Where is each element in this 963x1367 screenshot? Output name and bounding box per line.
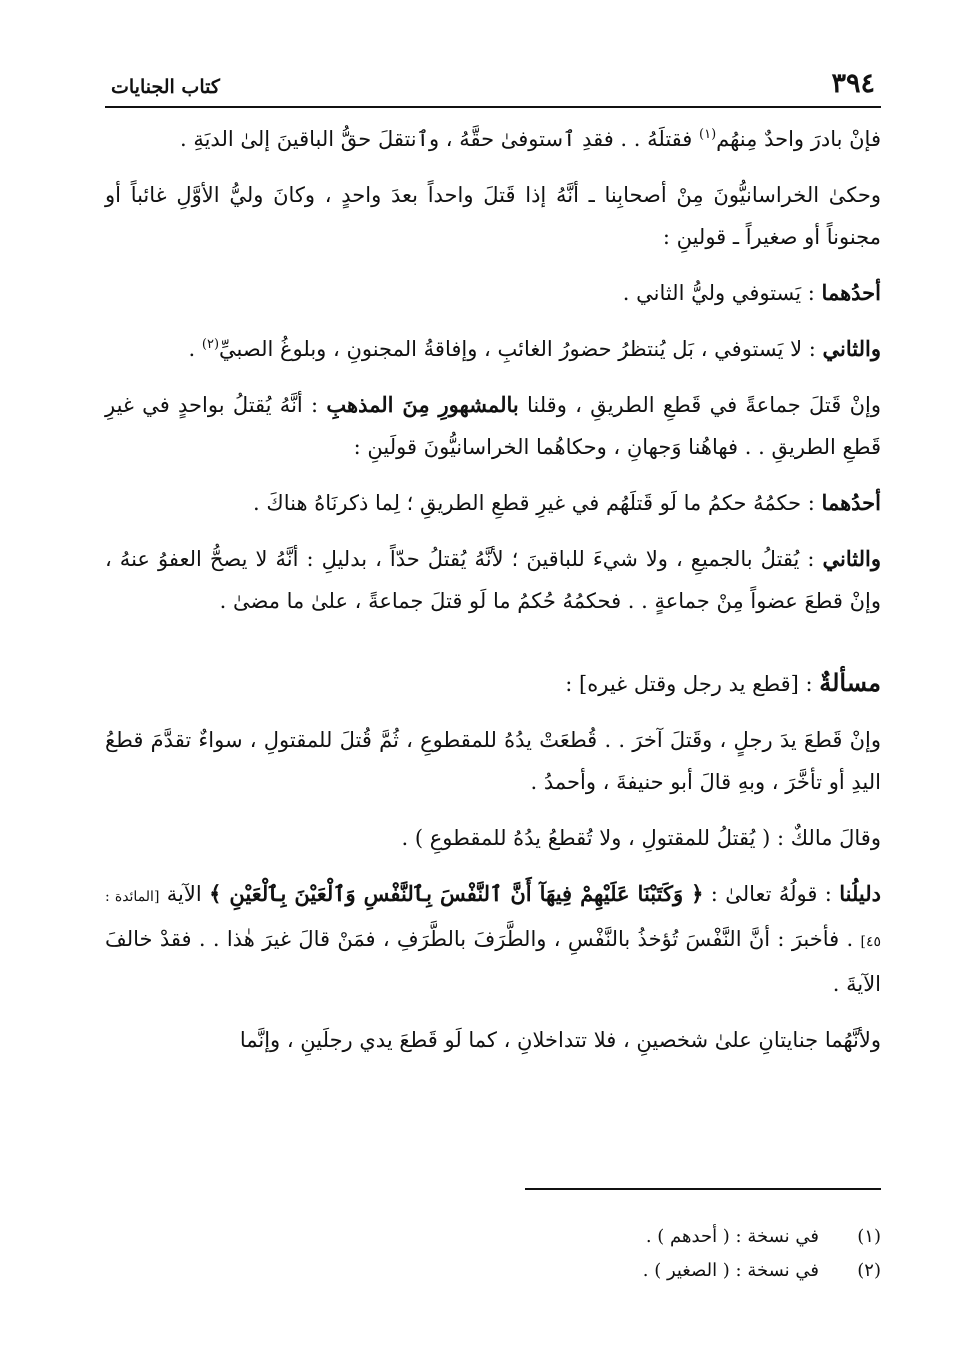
paragraph-1-text-b: فقتلَهُ . . فقدِ ٱستوفىٰ حقَّهُ ، وٱنتقلَ حقُّ الباقينَ إلىٰ الديَةِ . [179,127,700,151]
footnote-number: (٢) [857,1260,881,1281]
paragraph-9: وقالَ مالكٌ : ( يُقتلُ للمقتولِ ، ولا تُقطعُ يدُهُ للمقطوعِ ) . [401,826,881,850]
term-second-2: والثاني [822,546,881,571]
paragraph-4 [105,328,881,370]
paragraph-3 [105,272,881,314]
page-number: ٣٩٤ [831,68,875,99]
paragraph-1-text-a: فإنْ بادرَ واحدٌ مِنهُم [716,127,881,151]
paragraph-11: ولأنَّهُما جنايتانِ علىٰ شخصينِ ، فلا تتداخلانِ ، كما لَو قَطعَ يدي رجلَينِ ، وإنَّما [239,1028,881,1052]
paragraph-10-text-b: الآية [159,882,210,906]
paragraph-7-text: : يُقتلُ بالجميعِ ، ولا شيءَ للباقينَ ؛ لأنَّهُ يُقتلُ حدّاً ، بدليلِ : أنَّهُ لا يصحُّ العفوُ عنهُ ، وإنْ قطعَ عضواً مِنْ جماعةٍ . . فحكمُهُ حُكمُ ما لَو قتلَ جماعةً ، علىٰ ما مضىٰ . [105,547,881,613]
paragraph-5-text-a: وإنْ قَتلَ جماعةً في قَطعِ الطريقِ ، وقلنا [518,393,881,417]
paragraph-5-text-b: : أنَّهُ يُقتلُ بواحدٍ في غيرِ قَطعِ الطريقِ . . فهاهُنا وَجهانِ ، وحكاهُما الخراسانيُّونَ قولَينِ : [105,393,881,459]
footnote-text: في نسخة : ( أحدهم ) . [645,1226,819,1247]
masala-label: مسألةٌ [819,668,881,697]
paragraph-6-text: : حكمُهُ حكمُ ما لَو قَتلَهُم في غيرِ قطعِ الطريقِ ؛ لِما ذكرنَاهُ هناكَ . [253,491,822,515]
term-evidence: دليلُنا [839,881,881,906]
footnotes [105,1220,881,1288]
masala-heading [105,662,881,705]
paragraph-3-text: : يَستوفي وليُّ الثاني . [622,281,822,305]
term-second: والثاني [822,336,881,361]
footnote-divider [525,1188,881,1190]
paragraph-5 [105,384,881,468]
paragraph-6 [105,482,881,524]
paragraph-10-text-c: . فأخبرَ : أنَّ النَّفْسَ تُؤخذُ بالنَّفْسِ ، والطَّرَفَ بالطَّرَفِ ، فمَنْ قالَ غيرَ هٰذا . . فقدْ خالفَ الآيةَ . [105,927,881,996]
footnote-ref-1[interactable]: (١) [699,127,717,142]
main-text [105,118,881,1075]
paragraph-1 [105,118,881,160]
paragraph-5-bold: بالمشهورِ مِنَ المذهبِ [326,392,519,417]
paragraph-10 [105,873,881,1005]
surah-reference: [المائدة : ٤٥] [105,889,881,950]
term-first: أحدُهما [821,280,881,305]
footnote-text: في نسخة : ( الصغير ) . [642,1260,819,1281]
masala-title: : [قطع يد رجل وقتل غيره] : [565,672,820,696]
page-header [105,62,881,108]
paragraph-4-text: : لا يَستوفي ، بَل يُنتظرُ حضورُ الغائبِ ، وإفاقةُ المجنونِ ، وبلوغُ الصبيِّ [219,337,823,361]
footnote-2 [105,1254,881,1288]
paragraph-4-end: . [188,337,202,361]
footnote-ref-2[interactable]: (٢) [201,337,220,352]
term-first-2: أحدُهما [821,490,881,515]
paragraph-2: وحكىٰ الخراسانيُّونَ مِنْ أصحابِنا ـ أنَّهُ إذا قَتلَ واحداً بعدَ واحدٍ ، وكانَ وليُّ الأوَّلِ غائباً أو مجنوناً أو صغيراً ـ قولينِ : [105,183,881,249]
footnote-number: (١) [857,1226,881,1247]
footnote-1 [105,1220,881,1254]
paragraph-8: وإنْ قَطعَ يدَ رجلٍ ، وقَتلَ آخرَ . . قُطعَتْ يدُهُ للمقطوعِ ، ثُمَّ قُتلَ للمقتولِ ، سواءٌ تقدَّمَ قطعُ اليدِ أو تأخَّرَ ، وبهِ قالَ أبو حنيفةَ ، وأحمدُ . [105,728,881,794]
paragraph-10-text-a: : قولُهُ تعالىٰ : [703,882,840,906]
quran-verse: ﴿ وَكَتَبْنَا عَلَيْهِمْ فِيهَآ أَنَّ ٱلنَّفْسَ بِٱلنَّفْسِ وَٱلْعَيْنَ بِٱلْعَيْنِ ﴾ [209,881,704,906]
paragraph-7 [105,538,881,622]
running-title: كتاب الجنايات [111,76,220,98]
